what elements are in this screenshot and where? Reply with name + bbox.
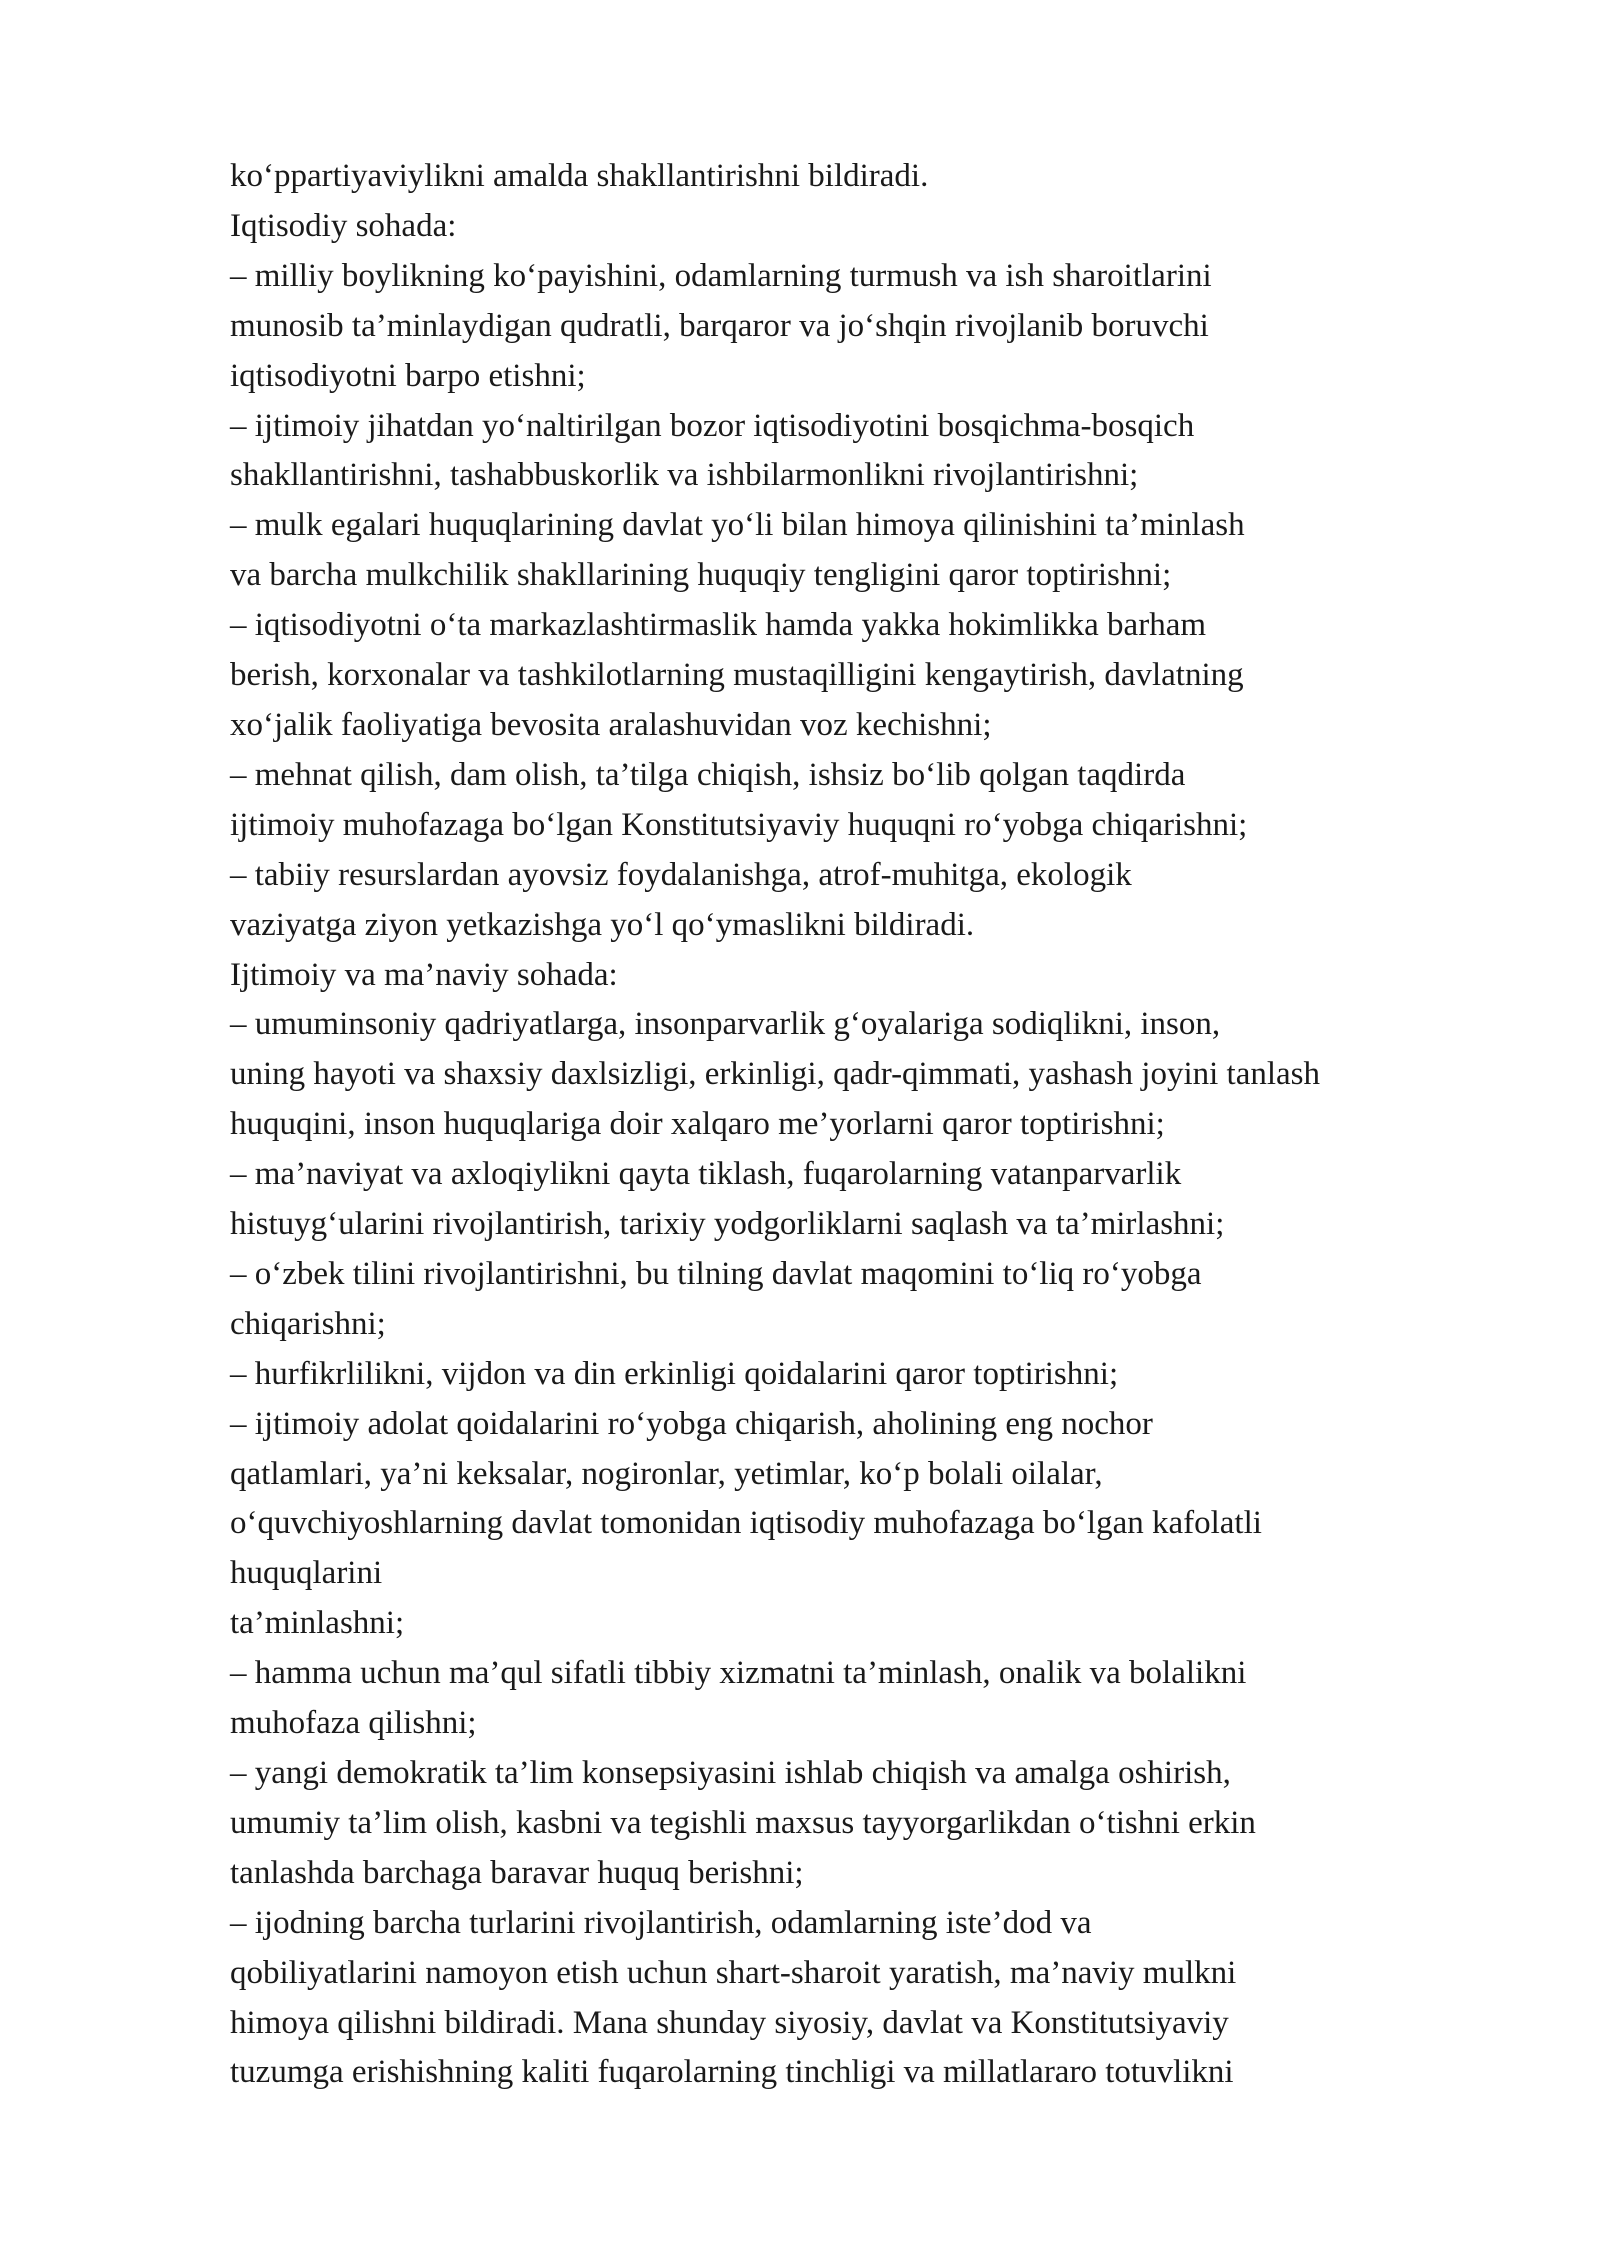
section-heading-social-spiritual: Ijtimoiy va ma’naviy sohada:: [230, 956, 618, 993]
text-line: himoya qilishni bildiradi. Mana shunday siyosiy, davlat va Konstitutsiyaviy: [230, 2004, 1229, 2041]
text-line: qatlamlari, ya’ni keksalar, nogironlar, yetimlar, ko‘p bolali oilalar,: [230, 1455, 1103, 1492]
text-line: ijtimoiy muhofazaga bo‘lgan Konstitutsiyaviy huquqni ro‘yobga chiqarishni;: [230, 806, 1248, 843]
text-line: histuyg‘ularini rivojlantirish, tarixiy yodgorliklarni saqlash va ta’mirlashni;: [230, 1206, 1225, 1243]
text-line: tanlashda barchaga baravar huquq berishni;: [230, 1854, 804, 1891]
text-line: – yangi demokratik ta’lim konsepsiyasini ishlab chiqish va amalga oshirish,: [230, 1755, 1231, 1791]
text-line: – hamma uchun ma’qul sifatli tibbiy xizmatni ta’minlash, onalik va bolalikni: [230, 1655, 1247, 1692]
text-line: ko‘ppartiyaviylikni amalda shakllantirishni bildiradi.: [230, 158, 929, 194]
text-line: vaziyatga ziyon yetkazishga yo‘l qo‘ymaslikni bildiradi.: [230, 906, 975, 943]
text-line: munosib ta’minlaydigan qudratli, barqaror va jo‘shqin rivojlanib boruvchi: [230, 307, 1209, 344]
text-line: tuzumga erishishning kaliti fuqarolarning tinchligi va millatlararo totuvlikni: [230, 2054, 1234, 2091]
text-line: – iqtisodiyotni o‘ta markazlashtirmaslik hamda yakka hokimlikka barham: [230, 607, 1207, 644]
text-line: chiqarishni;: [230, 1305, 386, 1342]
text-line: shakllantirishni, tashabbuskorlik va ishbilarmonlikni rivojlantirishni;: [230, 457, 1139, 494]
text-line: o‘quvchiyoshlarning davlat tomonidan iqtisodiy muhofazaga bo‘lgan kafolatli: [230, 1505, 1262, 1542]
text-line: iqtisodiyotni barpo etishni;: [230, 357, 586, 394]
text-line: – mulk egalari huquqlarining davlat yo‘li bilan himoya qilinishini ta’minlash: [230, 507, 1245, 544]
text-line: xo‘jalik faoliyatiga bevosita aralashuvidan voz kechishni;: [230, 706, 992, 743]
text-line: uning hayoti va shaxsiy daxlsizligi, erkinligi, qadr-qimmati, yashash joyini tanlash: [230, 1056, 1320, 1093]
text-line: – umuminsoniy qadriyatlarga, insonparvarlik g‘oyalariga sodiqlikni, inson,: [230, 1006, 1221, 1043]
text-line: berish, korxonalar va tashkilotlarning mustaqilligini kengaytirish, davlatning: [230, 657, 1244, 694]
section-heading-economic: Iqtisodiy sohada:: [230, 207, 457, 244]
text-line: – ma’naviyat va axloqiylikni qayta tiklash, fuqarolarning vatanparvarlik: [230, 1156, 1182, 1193]
body-text: [230, 152, 1560, 2098]
text-line: ta’minlashni;: [230, 1605, 405, 1642]
text-line: – hurfikrlilikni, vijdon va din erkinligi qoidalarini qaror toptirishni;: [230, 1355, 1119, 1392]
text-line: – milliy boylikning ko‘payishini, odamlarning turmush va ish sharoitlarini: [230, 257, 1212, 294]
text-line: – ijodning barcha turlarini rivojlantirish, odamlarning iste’dod va: [230, 1904, 1092, 1941]
text-line: umumiy ta’lim olish, kasbni va tegishli maxsus tayyorgarlikdan o‘tishni erkin: [230, 1804, 1256, 1841]
text-line: – o‘zbek tilini rivojlantirishni, bu tilning davlat maqomini to‘liq ro‘yobga: [230, 1255, 1202, 1292]
text-line: muhofaza qilishni;: [230, 1705, 477, 1742]
text-line: huquqlarini: [230, 1555, 383, 1592]
text-line: – mehnat qilish, dam olish, ta’tilga chiqish, ishsiz bo‘lib qolgan taqdirda: [230, 756, 1186, 793]
text-line: huquqini, inson huquqlariga doir xalqaro me’yorlarni qaror toptirishni;: [230, 1106, 1165, 1143]
text-line: – ijtimoiy adolat qoidalarini ro‘yobga chiqarish, aholining eng nochor: [230, 1405, 1153, 1442]
text-line: va barcha mulkchilik shakllarining huquqiy tengligini qaror toptirishni;: [230, 557, 1172, 594]
text-line: – ijtimoiy jihatdan yo‘naltirilgan bozor iqtisodiyotini bosqichma-bosqich: [230, 407, 1195, 444]
text-line: qobiliyatlarini namoyon etish uchun shart-sharoit yaratish, ma’naviy mulkni: [230, 1954, 1237, 1991]
text-line: – tabiiy resurslardan ayovsiz foydalanishga, atrof-muhitga, ekologik: [230, 856, 1132, 893]
